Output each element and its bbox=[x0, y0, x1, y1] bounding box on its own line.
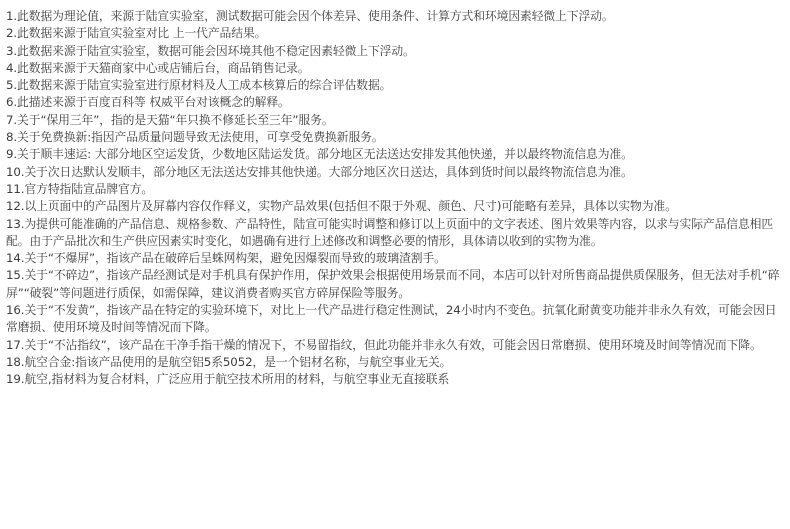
note-item: 8.关于免费换新:指因产品质量问题导致无法使用，可享受免费换新服务。 bbox=[6, 130, 384, 145]
note-item: 10.关于次日达默认发顺丰，部分地区无法送达安排其他快递。大部分地区次日送达，具体到货时间以最终物流信息为准。 bbox=[6, 164, 633, 179]
note-item: 19.航空,指材料为复合材料，广泛应用于航空技术所用的材料，与航空事业无直接联系 bbox=[6, 372, 450, 387]
note-item: 17.关于“不沾指纹”，该产品在干净手指干燥的情况下，不易留指纹，但此功能并非永久有效，可能会因日常磨损、使用环境及时间等情况而下降。 bbox=[6, 337, 762, 352]
note-item: 3.此数据来源于陆宣实验室，数据可能会因环境其他不稳定因素轻微上下浮动。 bbox=[6, 43, 415, 58]
note-item: 9.关于顺丰速运: 大部分地区空运发货，少数地区陆运发货。部分地区无法送达安排发其他快递，并以最终物流信息为准。 bbox=[6, 147, 633, 162]
disclaimer-notes bbox=[6, 8, 784, 389]
note-item: 14.关于“不爆屏”，指该产品在破碎后呈蛛网构架，避免因爆裂而导致的玻璃渣割手。 bbox=[6, 251, 446, 266]
note-item: 1.此数据为理论值，来源于陆宣实验室，测试数据可能会因个体差异、使用条件、计算方式和环境因素轻微上下浮动。 bbox=[6, 9, 614, 23]
note-item: 4.此数据来源于天猫商家中心或店铺后台，商品销售记录。 bbox=[6, 60, 310, 75]
note-item: 5.此数据来源于陆宣实验室进行原材料及人工成本核算后的综合评估数据。 bbox=[6, 78, 392, 93]
note-item: 16.关于“不发黄”，指该产品在特定的实验环境下，对比上一代产品进行稳定性测试，24小时内不变色。抗氧化耐黄变功能并非永久有效，可能会因日常磨损、使用环境及时间等情况而下降。 bbox=[6, 303, 777, 335]
note-item: 12.以上页面中的产品图片及屏幕内容仅作释义，实物产品效果(包括但不限于外观、颜色、尺寸)可能略有差异，具体以实物为准。 bbox=[6, 199, 677, 214]
note-item: 11.官方特指陆宣品牌官方。 bbox=[6, 181, 154, 196]
note-item: 2.此数据来源于陆宣实验室对比 上一代产品结果。 bbox=[6, 26, 267, 41]
note-item: 6.此描述来源于百度百科等 权威平台对该概念的解释。 bbox=[6, 95, 290, 110]
note-item: 13.为提供可能准确的产品信息、规格参数、产品特性，陆宣可能实时调整和修订以上页面中的文字表述、图片效果等内容，以求与实际产品信息相匹配。由于产品批次和生产供应因素实时变化，如遇确有进行上述修改和调整必要的情形，具体请以收到的实物为准。 bbox=[6, 216, 774, 248]
note-item: 18.航空合金:指该产品使用的是航空铝5系5052，是一个铝材名称，与航空事业无关。 bbox=[6, 354, 452, 369]
note-item: 15.关于“不碎边”，指该产品经测试是对手机具有保护作用，保护效果会根据使用场景而不同，本店可以针对所售商品提供质保服务，但无法对手机“碎屏”“破裂”等问题进行质保，如需保障，建议消费者购买官方碎屏保险等服务。 bbox=[6, 268, 780, 300]
note-item: 7.关于“保用三年”，指的是天猫“年只换不修延长至三年”服务。 bbox=[6, 112, 334, 127]
